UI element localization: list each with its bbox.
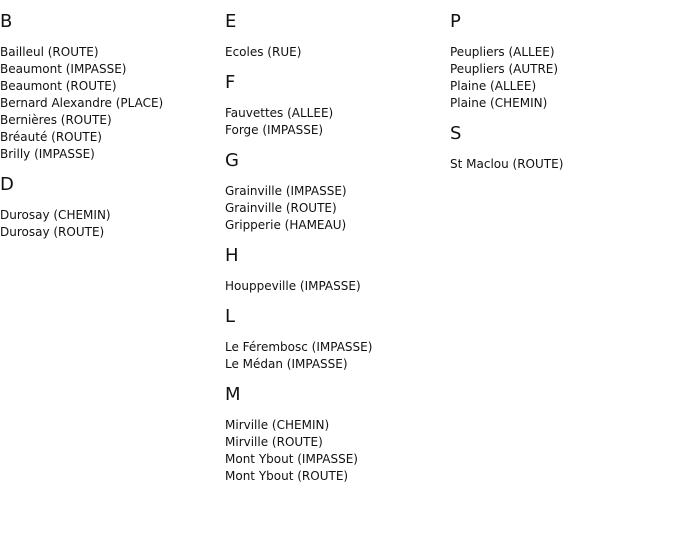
list-item	[0, 61, 225, 78]
street-link[interactable]: Le Médan (IMPASSE)	[225, 357, 348, 371]
list-item	[450, 78, 675, 95]
street-link[interactable]: Durosay (CHEMIN)	[0, 208, 111, 222]
letter-heading: E	[225, 11, 237, 32]
letter-heading: H	[225, 245, 239, 266]
list-item	[225, 200, 450, 217]
list-item	[225, 339, 450, 356]
letter-heading: F	[225, 72, 236, 93]
letter-group-m	[225, 384, 450, 485]
letter-group-g	[225, 150, 450, 234]
letter-heading: L	[225, 306, 236, 327]
street-link[interactable]: Brilly (IMPASSE)	[0, 147, 95, 161]
street-link[interactable]: Mirville (ROUTE)	[225, 435, 323, 449]
letter-heading: S	[450, 123, 462, 144]
list-item	[450, 156, 675, 173]
street-link[interactable]: Bailleul (ROUTE)	[0, 45, 99, 59]
letter-heading: M	[225, 384, 241, 405]
letter-heading: P	[450, 11, 461, 32]
street-link[interactable]: Mont Ybout (IMPASSE)	[225, 452, 358, 466]
street-list	[225, 183, 450, 234]
letter-group-b	[0, 11, 225, 163]
street-link[interactable]: Mont Ybout (ROUTE)	[225, 469, 349, 483]
list-item	[225, 122, 450, 139]
list-item	[0, 95, 225, 112]
street-link[interactable]: Fauvettes (ALLEE)	[225, 106, 334, 120]
letter-group-f	[225, 72, 450, 139]
letter-group-h	[225, 245, 450, 295]
list-item	[225, 417, 450, 434]
list-item	[450, 61, 675, 78]
street-link[interactable]: Gripperie (HAMEAU)	[225, 218, 347, 232]
list-item	[225, 183, 450, 200]
street-link[interactable]: Durosay (ROUTE)	[0, 225, 105, 239]
index-column	[450, 0, 675, 180]
street-list	[225, 44, 450, 61]
list-item	[0, 129, 225, 146]
street-link[interactable]: Beaumont (IMPASSE)	[0, 62, 127, 76]
list-item	[225, 105, 450, 122]
list-item	[225, 217, 450, 234]
list-item	[225, 44, 450, 61]
street-link[interactable]: Peupliers (AUTRE)	[450, 62, 559, 76]
street-link[interactable]: Bernières (ROUTE)	[0, 113, 112, 127]
letter-group-e	[225, 11, 450, 61]
list-item	[225, 356, 450, 373]
index-column	[0, 0, 225, 248]
letter-group-p	[450, 11, 675, 112]
letter-group-d	[0, 174, 225, 241]
street-link[interactable]: Plaine (CHEMIN)	[450, 96, 548, 110]
list-item	[0, 224, 225, 241]
street-link[interactable]: Plaine (ALLEE)	[450, 79, 537, 93]
street-link[interactable]: St Maclou (ROUTE)	[450, 157, 564, 171]
street-list	[450, 44, 675, 112]
street-list	[0, 207, 225, 241]
street-link[interactable]: Houppeville (IMPASSE)	[225, 279, 361, 293]
street-link[interactable]: Peupliers (ALLEE)	[450, 45, 555, 59]
letter-heading: B	[0, 11, 13, 32]
street-list	[225, 278, 450, 295]
letter-group-s	[450, 123, 675, 173]
letter-heading: D	[0, 174, 14, 195]
list-item	[450, 95, 675, 112]
list-item	[225, 468, 450, 485]
list-item	[0, 207, 225, 224]
list-item	[0, 112, 225, 129]
letter-group-l	[225, 306, 450, 373]
street-link[interactable]: Bréauté (ROUTE)	[0, 130, 102, 144]
street-link[interactable]: Grainville (IMPASSE)	[225, 184, 347, 198]
street-link[interactable]: Grainville (ROUTE)	[225, 201, 337, 215]
list-item	[0, 146, 225, 163]
street-list	[450, 156, 675, 173]
list-item	[225, 451, 450, 468]
list-item	[450, 44, 675, 61]
street-link[interactable]: Forge (IMPASSE)	[225, 123, 324, 137]
street-list	[0, 44, 225, 163]
list-item	[0, 78, 225, 95]
list-item	[225, 278, 450, 295]
street-list	[225, 417, 450, 485]
street-list	[225, 105, 450, 139]
index-column	[225, 0, 450, 492]
street-link[interactable]: Le Férembosc (IMPASSE)	[225, 340, 373, 354]
street-list	[225, 339, 450, 373]
street-link[interactable]: Bernard Alexandre (PLACE)	[0, 96, 164, 110]
street-link[interactable]: Mirville (CHEMIN)	[225, 418, 330, 432]
street-link[interactable]: Beaumont (ROUTE)	[0, 79, 117, 93]
letter-heading: G	[225, 150, 239, 171]
list-item	[225, 434, 450, 451]
list-item	[0, 44, 225, 61]
street-link[interactable]: Ecoles (RUE)	[225, 45, 302, 59]
